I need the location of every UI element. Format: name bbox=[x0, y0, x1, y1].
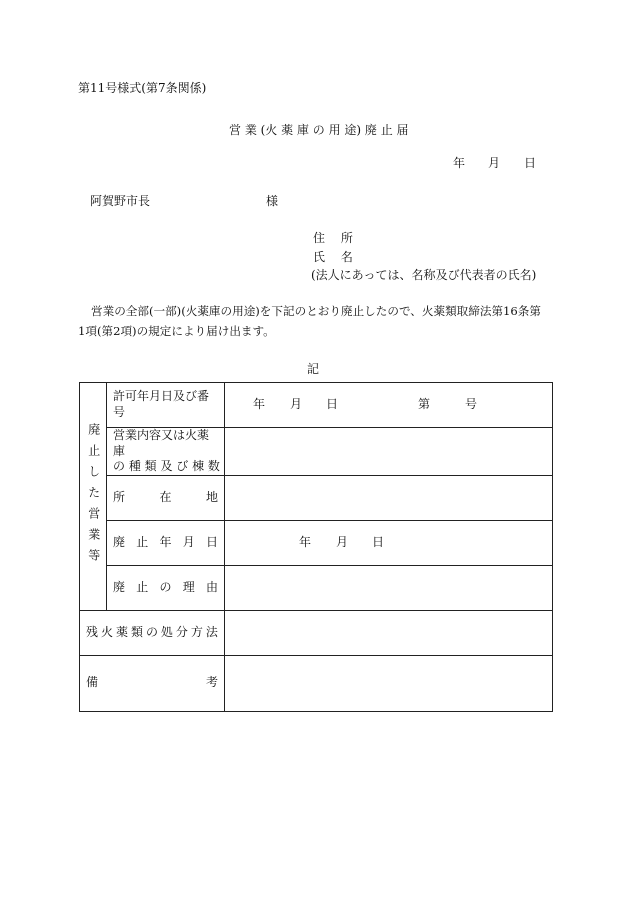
permit-value[interactable] bbox=[225, 383, 553, 428]
abolition-date-label-char: 年 bbox=[159, 534, 172, 549]
abolition-date-label-char: 日 bbox=[205, 534, 218, 549]
disposal-label-char: 分 bbox=[175, 624, 188, 639]
row-permit bbox=[80, 383, 553, 428]
disposal-label-char: 残 bbox=[86, 624, 99, 639]
reason-label-char: 理 bbox=[182, 579, 195, 594]
disposal-label-char: 法 bbox=[205, 624, 218, 639]
form-number: 第11号様式(第7条関係) bbox=[78, 81, 207, 95]
row-remarks bbox=[80, 655, 553, 711]
location-label bbox=[107, 475, 225, 520]
disposal-label-char: 火 bbox=[100, 624, 113, 639]
reason-label-char: 止 bbox=[136, 579, 149, 594]
abolition-year: 年 bbox=[299, 534, 312, 549]
row-abolition-date bbox=[80, 520, 553, 565]
content-label-line-1: 営業内容又は火薬庫 bbox=[113, 428, 210, 458]
date-year: 年 bbox=[453, 156, 466, 170]
reason-label-char: 廃 bbox=[113, 579, 126, 594]
abolition-date-label-char: 廃 bbox=[113, 534, 126, 549]
row-reason bbox=[80, 565, 553, 610]
abolition-date-label-char: 月 bbox=[182, 534, 195, 549]
permit-dai: 第 bbox=[418, 397, 431, 411]
date-month: 月 bbox=[488, 156, 501, 170]
permit-label: 許可年月日及び番号 bbox=[107, 383, 225, 428]
content-label-line-2: の 種 類 及 び 棟 数 bbox=[113, 459, 220, 474]
disposal-label-char: 薬 bbox=[115, 624, 128, 639]
form-table bbox=[79, 382, 553, 712]
addressee-honorific: 様 bbox=[266, 194, 279, 208]
content-label bbox=[107, 428, 225, 476]
corporate-note: (法人にあっては、名称及び代表者の氏名) bbox=[311, 268, 537, 282]
abolition-month: 月 bbox=[336, 534, 349, 549]
date-day: 日 bbox=[524, 156, 537, 170]
remarks-label bbox=[80, 655, 225, 711]
document-title: 営 業 (火 薬 庫 の 用 途) 廃 止 届 bbox=[229, 123, 409, 137]
group-label-cell bbox=[80, 383, 107, 611]
location-label-char: 在 bbox=[159, 489, 172, 504]
reason-label bbox=[107, 565, 225, 610]
disposal-label bbox=[80, 610, 225, 655]
abolition-date-label-char: 止 bbox=[136, 534, 149, 549]
permit-year: 年 bbox=[253, 397, 266, 411]
location-label-char: 地 bbox=[205, 489, 218, 504]
reason-label-char: の bbox=[159, 579, 172, 594]
remarks-label-char: 考 bbox=[205, 675, 218, 690]
disposal-label-char: の bbox=[145, 624, 158, 639]
remarks-value[interactable] bbox=[225, 655, 553, 711]
reason-value[interactable] bbox=[225, 565, 553, 610]
ki-heading: 記 bbox=[307, 362, 320, 376]
disposal-label-char: 方 bbox=[190, 624, 203, 639]
body-line-2: 1項(第2項)の規定により届け出ます。 bbox=[78, 324, 275, 338]
permit-month: 月 bbox=[290, 397, 303, 411]
group-label: 廃止した営業等 bbox=[86, 422, 101, 570]
remarks-label-char: 備 bbox=[86, 675, 99, 690]
permit-day: 日 bbox=[326, 397, 339, 411]
disposal-value[interactable] bbox=[225, 610, 553, 655]
content-value[interactable] bbox=[225, 428, 553, 476]
body-line-1: 営業の全部(一部)(火薬庫の用途)を下記のとおり廃止したので、火薬類取締法第16条第 bbox=[91, 304, 541, 318]
row-content bbox=[80, 428, 553, 476]
row-location bbox=[80, 475, 553, 520]
addressee-name: 阿賀野市長 bbox=[90, 194, 151, 208]
location-value[interactable] bbox=[225, 475, 553, 520]
address-label: 住 所 bbox=[313, 231, 359, 245]
row-disposal bbox=[80, 610, 553, 655]
name-label: 氏 名 bbox=[313, 250, 359, 264]
location-label-char: 所 bbox=[113, 489, 126, 504]
disposal-label-char: 処 bbox=[160, 624, 173, 639]
permit-gou: 号 bbox=[465, 397, 478, 411]
abolition-date-label bbox=[107, 520, 225, 565]
abolition-date-value[interactable] bbox=[225, 520, 553, 565]
reason-label-char: 由 bbox=[205, 579, 218, 594]
disposal-label-char: 類 bbox=[130, 624, 143, 639]
abolition-day: 日 bbox=[372, 534, 385, 549]
